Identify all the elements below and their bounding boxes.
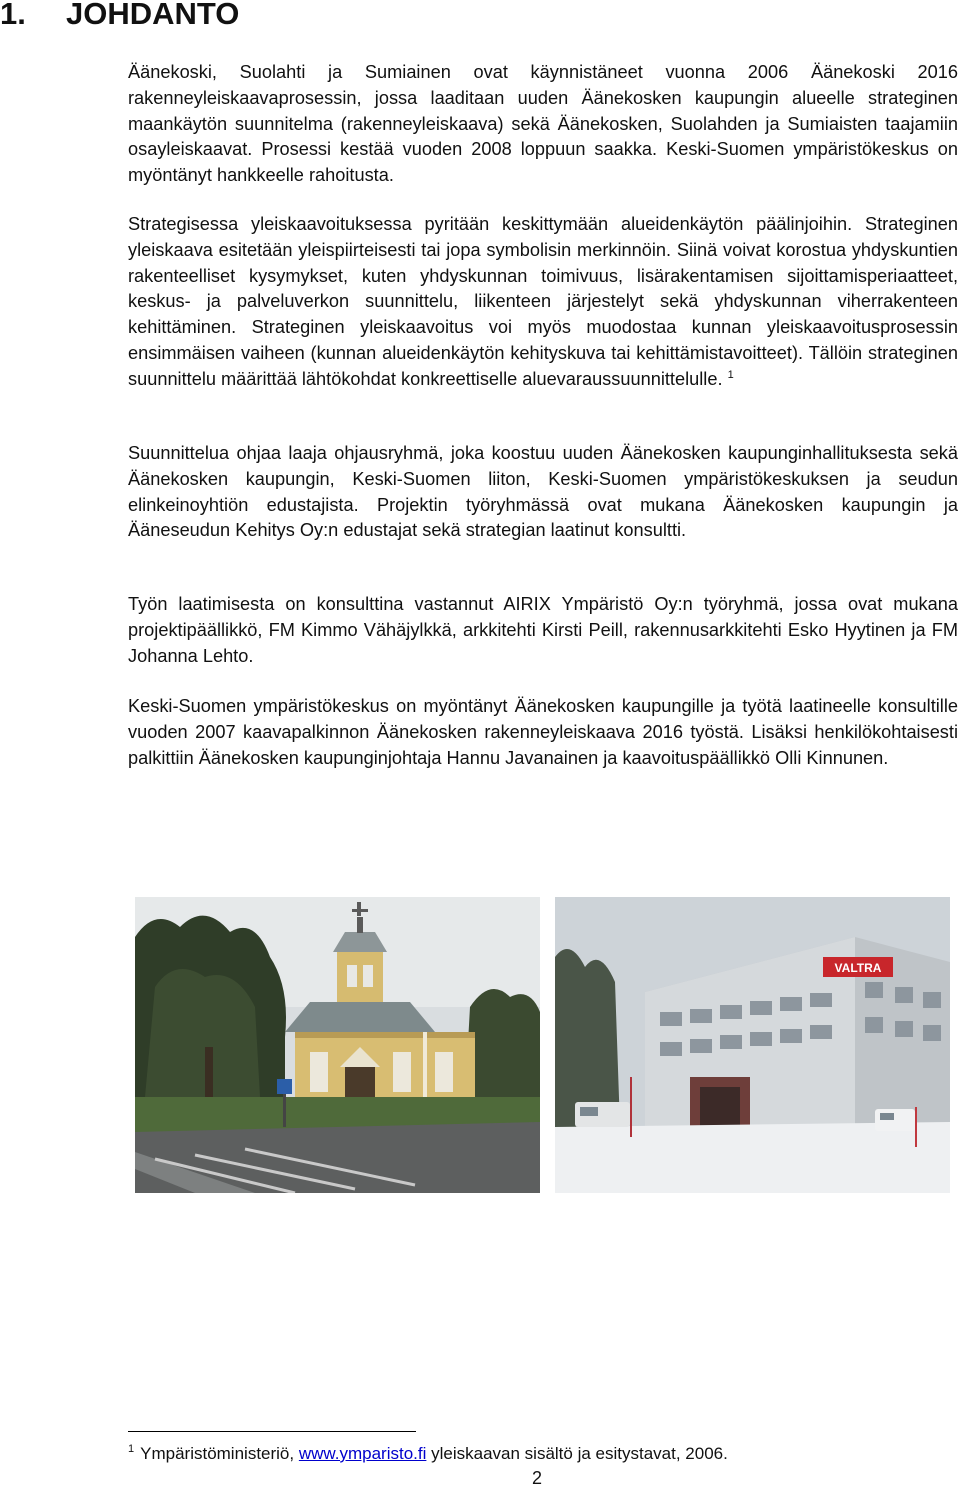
footnote-link[interactable]: www.ymparisto.fi	[298, 1444, 427, 1463]
award-paragraph	[128, 694, 958, 797]
footnote	[128, 1443, 728, 1465]
paragraph-text: Työn laatimisesta on konsulttina vastannut AIRIX Ympäristö Oy:n työryhmä, jossa ovat mukana projektipäällikkö, FM Kimmo Vähäjylkkä, arkkitehti Kirsti Peill, rakennusarkkitehti Esko Hyytinen ja FM Johanna Lehto.	[128, 594, 958, 666]
section-heading	[0, 0, 239, 32]
factory-photo	[555, 897, 950, 1193]
intro-paragraph	[128, 60, 958, 215]
valtra-sign-text: VALTRA	[834, 961, 882, 975]
section-number: 1.	[0, 0, 26, 31]
paragraph-text: Äänekoski, Suolahti ja Sumiainen ovat käynnistäneet vuonna 2006 Äänekoski 2016 rakenneyleiskaavaprosessin, jossa laaditaan uuden Äänekosken kaupungin alueelle strateginen maankäytön suunnitelma (rakenneyleiskaava) sekä Äänekosken, Suolahden ja Sumiaisten taajamiin osayleiskaavat. Prosessi kestää vuoden 2008 loppuun saakka. Keski-Suomen ympäristökeskus on myöntänyt hankkeelle rahoitusta.	[128, 62, 958, 186]
paragraph-text: Keski-Suomen ympäristökeskus on myöntänyt Äänekosken kaupungille ja työtä laatineelle konsultille vuoden 2007 kaavapalkinnon Äänekosken rakenneyleiskaava 2016 työstä. Lisäksi henkilökohtaisesti palkittiin Äänekosken kaupunginjohtaja Hannu Javanainen ja kaavoituspäällikkö Olli Kinnunen.	[128, 696, 958, 768]
footnote-separator	[128, 1431, 416, 1432]
footnote-reference[interactable]: 1	[727, 368, 734, 381]
paragraph-text: Strategisessa yleiskaavoituksessa pyritään keskittymään alueidenkäytön päälinjoihin. Strateginen yleiskaava esitetään yleispiirteisesti tai jopa symbolisin merkinnöin. Siinä voivat korostua yhdyskuntien rakenteelliset kysymykset, kuten yhdyskunnan toimivuus, lisärakentamisen sijoittamisperiaatteet, keskus- ja palveluverkon suunnittelu, liikenteen järjestelyt sekä yhdyskunnan viherrakenteen kehittäminen. Strateginen yleiskaavoitus voi myös muodostaa kunnan yleiskaavoitusprosessin ensimmäisen vaiheen (kunnan alueidenkäytön kehityskuva tai kehittämistavoitteet). Tällöin strateginen suunnittelu määrittää lähtökohdat konkreettiselle aluevaraussuunnittelulle.	[128, 214, 958, 389]
footnote-mark: 1	[128, 1443, 135, 1456]
footnote-text-after: yleiskaavan sisältö ja esitystavat, 2006.	[431, 1444, 728, 1463]
page-number: 2	[532, 1468, 543, 1488]
section-title: JOHDANTO	[66, 0, 240, 31]
paragraph-text-with-footnote	[128, 212, 958, 393]
church-photo	[135, 897, 540, 1193]
strategy-paragraph	[128, 212, 958, 418]
paragraph-text: Suunnittelua ohjaa laaja ohjausryhmä, joka koostuu uuden Äänekosken kaupunginhallituksesta sekä Äänekosken kaupungin, Keski-Suomen liiton, Keski-Suomen ympäristökeskuksen ja seudun elinkeinoyhtiön edustajista. Projektin työryhmässä ovat mukana Äänekosken kaupungin ja Ääneseudun Kehitys Oy:n edustajat sekä strategian laatinut konsultti.	[128, 443, 958, 541]
steering-group-paragraph	[128, 441, 958, 570]
consultant-paragraph	[128, 592, 958, 695]
footnote-text-before: Ympäristöministeriö,	[140, 1444, 295, 1463]
